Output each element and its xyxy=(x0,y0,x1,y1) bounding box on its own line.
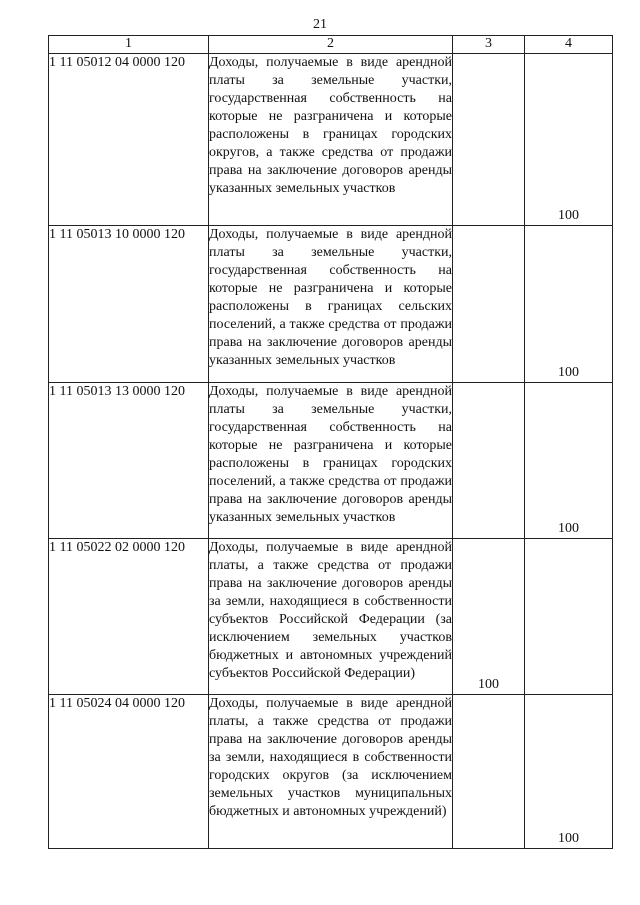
budget-code-cell: 1 11 05012 04 0000 120 xyxy=(49,54,209,226)
column-4-cell xyxy=(525,226,613,383)
column-3-cell xyxy=(453,539,525,695)
column-3-cell xyxy=(453,54,525,226)
column-4-cell xyxy=(525,695,613,849)
column-3-cell xyxy=(453,695,525,849)
revenue-description-cell: Доходы, получаемые в виде арендной платы, а также средства от продажи права на заключение договоров аренды за земли, находящиеся в собственности субъектов Российской Федерации (за исключением земельных участков бюджетных и автономных учреждений субъектов Российской Федерации) xyxy=(209,539,453,695)
column-4-value: 100 xyxy=(558,365,579,380)
table-row xyxy=(49,226,613,383)
column-header-1: 1 xyxy=(49,36,209,54)
column-4-cell xyxy=(525,383,613,539)
column-3-cell xyxy=(453,226,525,383)
column-4-value: 100 xyxy=(558,208,579,223)
table-row xyxy=(49,54,613,226)
budget-code-cell: 1 11 05013 10 0000 120 xyxy=(49,226,209,383)
revenue-classification-table xyxy=(48,35,613,849)
column-header-4: 4 xyxy=(525,36,613,54)
column-4-value: 100 xyxy=(558,521,579,536)
column-3-cell xyxy=(453,383,525,539)
revenue-description-cell: Доходы, получаемые в виде арендной платы за земельные участки, государственная собственность на которые не разграничена и которые расположены в границах городских округов, а также средства от продажи права на заключение договоров аренды указанных земельных участков xyxy=(209,54,453,226)
column-header-3: 3 xyxy=(453,36,525,54)
budget-code-cell: 1 11 05013 13 0000 120 xyxy=(49,383,209,539)
budget-code-cell: 1 11 05022 02 0000 120 xyxy=(49,539,209,695)
column-header-2: 2 xyxy=(209,36,453,54)
budget-code-cell: 1 11 05024 04 0000 120 xyxy=(49,695,209,849)
column-4-cell xyxy=(525,54,613,226)
column-4-value: 100 xyxy=(558,831,579,846)
table-row xyxy=(49,539,613,695)
page-number: 21 xyxy=(313,17,327,32)
column-4-cell xyxy=(525,539,613,695)
table-header-row xyxy=(49,36,613,54)
revenue-description-cell: Доходы, получаемые в виде арендной платы за земельные участки, государственная собственность на которые не разграничена и которые расположены в границах городских поселений, а также средства от продажи права на заключение договоров аренды указанных земельных участков xyxy=(209,383,453,539)
revenue-description-cell: Доходы, получаемые в виде арендной платы, а также средства от продажи права на заключение договоров аренды за земли, находящиеся в собственности городских округов (за исключением земельных участков муниципальных бюджетных и автономных учреждений) xyxy=(209,695,453,849)
revenue-description-cell: Доходы, получаемые в виде арендной платы за земельные участки, государственная собственность на которые не разграничена и которые расположены в границах сельских поселений, а также средства от продажи права на заключение договоров аренды указанных земельных участков xyxy=(209,226,453,383)
table-row xyxy=(49,383,613,539)
table-row xyxy=(49,695,613,849)
column-3-value: 100 xyxy=(478,677,499,692)
